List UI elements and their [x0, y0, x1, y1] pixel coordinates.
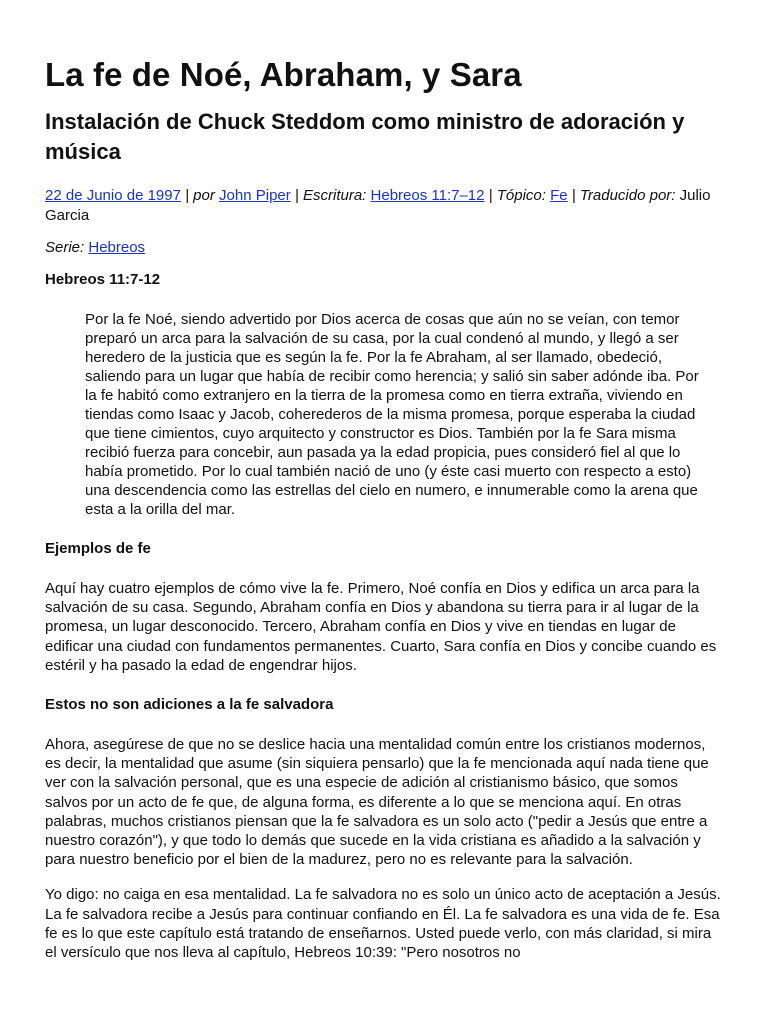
scripture-blockquote: Por la fe Noé, siendo advertido por Dios acerca de cosas que aún no se veían, con temor preparó un arca para la salvación de su casa, por la cual condenó al mundo, y llegó a ser heredero de la justicia que es según la fe. Por la fe Abraham, al ser llamado, obedeció, saliendo para un lugar que había de recibir como herencia; y salió sin saber adónde iba. Por la fe habitó como extranjero en la tierra de la promesa como en tierra extraña, viviendo en tiendas como Isaac y Jacob, coherederos de la misma promesa, porque esperaba la ciudad que tiene cimientos, cuyo arquitecto y constructor es Dios. También por la fe Sara misma recibió fuerza para concebir, aun pasada ya la edad propicia, pues consideró fiel al que lo había prometido. Por lo cual también nació de uno (y éste casi muerto con respecto a esto) una descendencia como las estrellas del cielo en numero, e innumerable como la arena que esta a la orilla del mar. — [85, 311, 699, 518]
date-link[interactable]: 22 de Junio de 1997 — [45, 187, 181, 204]
page-subtitle: Instalación de Chuck Steddom como ministro de adoración y música — [45, 109, 685, 164]
topic-link[interactable]: Fe — [550, 187, 568, 204]
series-line — [45, 238, 723, 258]
section-heading-ejemplos: Ejemplos de fe — [45, 540, 151, 557]
article-meta — [45, 186, 723, 226]
series-link[interactable]: Hebreos — [88, 239, 146, 256]
section-paragraph: Aquí hay cuatro ejemplos de cómo vive la fe. Primero, Noé confía en Dios y edifica un arca para la salvación de su casa. Segundo, Abraham confía en Dios y abandona su tierra para ir al lugar de la promesa, un lugar desconocido. Tercero, Abraham confía en Dios y vive en tiendas en lugar de edificar una ciudad con fundamentos permanentes. Cuarto, Sara confía en Dios y concibe cuando es estéril y ha pasado la edad de engendrar hijos. — [45, 580, 717, 674]
author-link[interactable]: John Piper — [219, 187, 291, 204]
meta-separator-translator: | Traducido por: — [567, 187, 680, 204]
series-label: Serie: — [45, 239, 89, 256]
section-paragraph: Yo digo: no caiga en esa mentalidad. La fe salvadora no es solo un único acto de aceptación a Jesús. La fe salvadora recibe a Jesús para continuar confiando en Él. La fe salvadora es una vida de fe. Esa fe es lo que este capítulo está tratando de enseñarnos. Usted puede verlo, con más claridad, si mira el versículo que nos lleva al capítulo, Hebreos 10:39: "Pero nosotros no — [45, 886, 721, 962]
passage-heading: Hebreos 11:7-12 — [45, 271, 161, 288]
meta-separator-author: | por — [180, 187, 220, 204]
meta-separator-scripture: | Escritura: — [290, 187, 371, 204]
scripture-link[interactable]: Hebreos 11:7–12 — [370, 187, 485, 204]
section-heading-adiciones: Estos no son adiciones a la fe salvadora — [45, 696, 334, 714]
page-title: La fe de Noé, Abraham, y Sara — [45, 56, 522, 93]
section-paragraph: Ahora, asegúrese de que no se deslice hacia una mentalidad común entre los cristianos modernos, es decir, la mentalidad que asume (sin siquiera pensarlo) que la fe mencionada aquí nada tiene que ver con la salvación personal, que es una especie de adición al cristianismo básico, que somos salvos por un acto de fe que, de alguna forma, es diferente a lo que se menciona aquí. En otras palabras, muchos cristianos piensan que la fe salvadora es un solo acto ("pedir a Jesús que entre a nuestro corazón"), y que todo lo demás que sucede en la vida cristiana es añadido a la salvación y para nuestro beneficio por el bien de la madurez, pero no es relevante para la salvación. — [45, 736, 709, 869]
meta-separator-topic: | Tópico: — [484, 187, 551, 204]
translator-name: Julio Garcia — [45, 187, 711, 224]
